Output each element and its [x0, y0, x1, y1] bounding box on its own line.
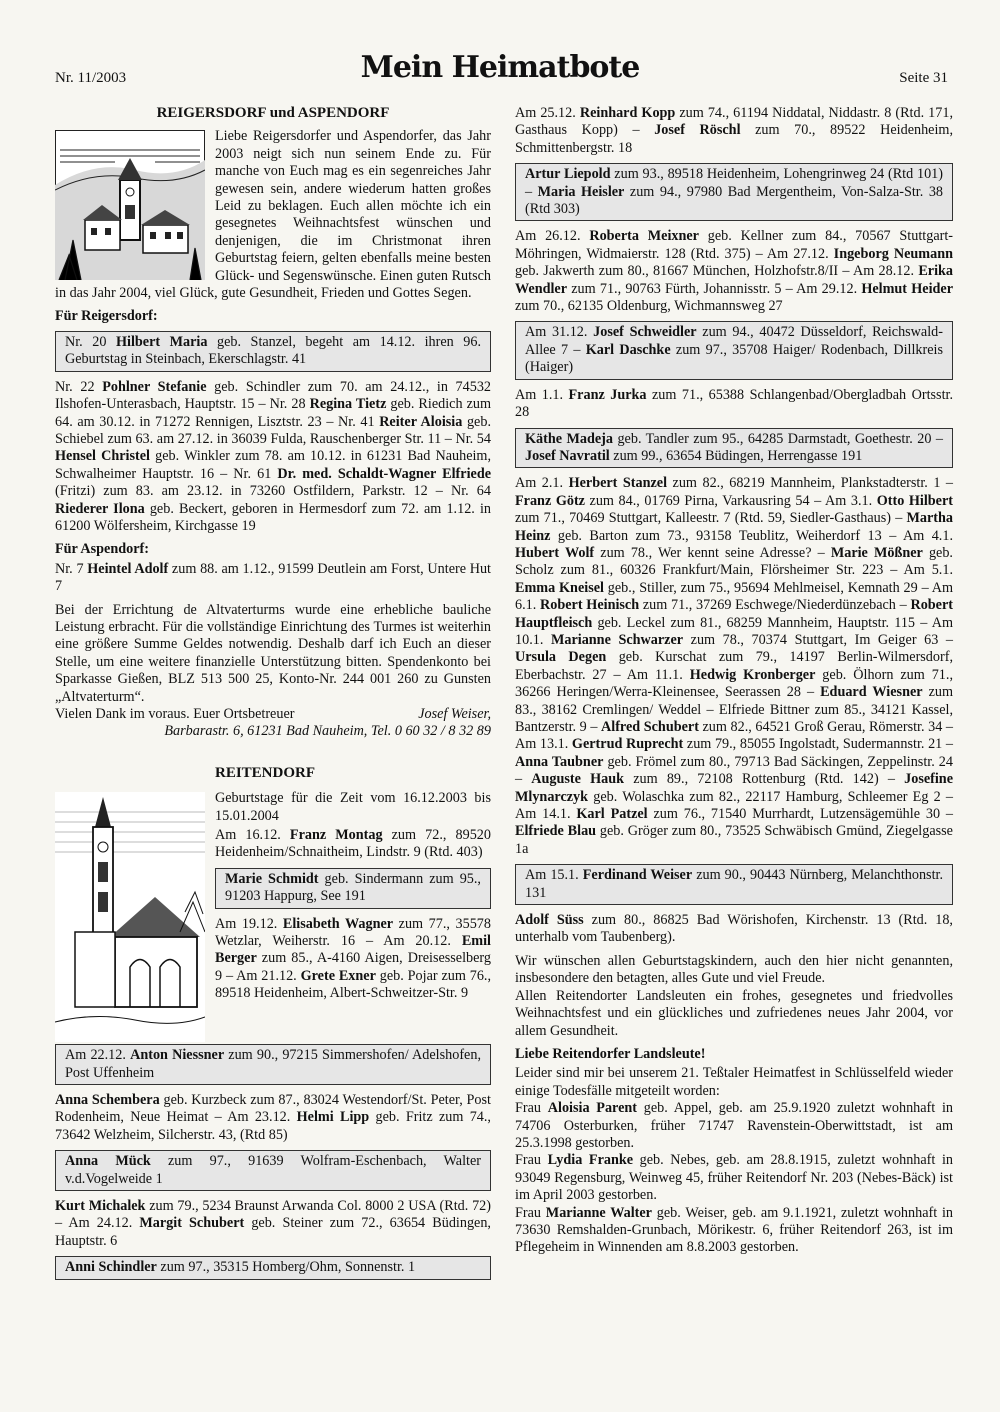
section-title-reitendorf: REITENDORF: [215, 764, 316, 781]
text-segment: geb. Stanzel, begeht am 14.12. ihren 96. Geburtstag in Steinbach, Ekerschlagstr. 41: [65, 333, 482, 368]
person-name: Lydia Franke: [547, 1152, 634, 1169]
highlight-box: [515, 321, 953, 379]
text-segment: zum 78., Wer kennt seine Adresse? –: [594, 544, 831, 561]
person-name: Anton Niessner: [130, 1047, 225, 1064]
highlight-box: [55, 1256, 491, 1279]
text-segment: geb. Beckert, geboren in Hermesdorf zum 72. am 1.12. in 61200 Wölfersheim, Kirchgasse 19: [55, 500, 491, 534]
obituary-3: [515, 1205, 953, 1257]
person-name: Franz Götz: [515, 492, 585, 509]
village-illustration: [55, 130, 205, 280]
text-segment: zum 74., 61194 Niddatal, Niddastr. 8 (Rtd. 171, Gasthaus Kopp) –: [515, 105, 953, 139]
birthday-list-right-2: [515, 228, 953, 315]
text-segment: zum 76., 71540 Murrhardt, Lutzensägemühle 30 –: [647, 806, 954, 823]
person-name: Hensel Christel: [55, 448, 150, 465]
person-name: Anna Mück: [65, 1153, 151, 1170]
person-name: Reiter Aloisia: [379, 413, 463, 430]
wishes-text-1: Wir wünschen allen Geburtstagskindern, auch den hier nicht genannten, insbesondere den betagten, alles Gute und viel Freude.: [515, 952, 953, 987]
text-segment: Am 16.12.: [215, 827, 290, 844]
text-segment: zum 89., 72108 Rottenburg (Rtd. 142) –: [624, 771, 905, 788]
highlight-box: [515, 864, 953, 905]
person-name: Hubert Wolf: [515, 544, 595, 561]
issue-number: Nr. 11/2003: [55, 70, 127, 86]
thanks-text: Vielen Dank im voraus. Euer Ortsbetreuer: [55, 706, 295, 722]
text-segment: geb. Fritz zum 74., 73642 Welzheim, Silcherstr. 43, (Rtd 85): [55, 1109, 491, 1143]
person-name: Elisabeth Wagner: [282, 915, 394, 932]
highlight-box: [55, 1150, 491, 1191]
person-name: Hedwig Kronberger: [689, 666, 816, 683]
subheading-reigersdorf: Für Reigersdorf:: [55, 308, 158, 325]
highlight-box: [515, 163, 953, 221]
person-name: Otto Hilbert: [876, 492, 953, 509]
person-name: Marie Mößner: [830, 544, 923, 561]
text-segment: zum 71., 90763 Fürth, Johannisstr. 5 – Am 29.12.: [567, 280, 862, 297]
text-segment: geb. Tandler zum 95., 64285 Darmstadt, Goethestr. 20 –: [613, 430, 943, 447]
text-segment: geb. Wolaschka zum 82., 22117 Hamburg, Schleemer Eg 2 – Am 14.1.: [515, 788, 953, 823]
text-segment: geb. Schindler zum 70. am 24.12., in 74532 Ilshofen-Unterasbach, Hauptstr. 15 – Nr. 28: [55, 378, 492, 413]
text-segment: Am 31.12.: [525, 324, 594, 341]
text-segment: geb. Ölhorn zum 71., 36266 Heringen/Werra-Kleinensee, Seerassen 28 –: [515, 666, 953, 701]
subheading-aspendorf: Für Aspendorf:: [55, 541, 149, 558]
text-segment: zum 78., 70374 Stuttgart, Im Geiger 63 –: [683, 631, 953, 648]
person-name: Marie Schmidt: [225, 870, 319, 887]
highlight-box: [55, 331, 491, 372]
text-segment: Frau: [515, 1204, 546, 1221]
person-name: Margit Schubert: [139, 1215, 245, 1232]
person-name: Ferdinand Weiser: [582, 867, 693, 884]
highlight-box: [55, 1044, 491, 1085]
person-name: Karl Daschke: [585, 341, 671, 358]
person-name: Eduard Wiesner: [820, 684, 923, 701]
text-segment: zum 90., 97215 Simmershofen/ Adelshofen, Post Uffenheim: [65, 1047, 481, 1081]
text-segment: zum 97., 91639 Wolfram-Eschenbach, Walter v.d.Vogelweide 1: [65, 1153, 481, 1187]
masthead: Mein Heimatbote: [360, 50, 640, 85]
text-segment: zum 99., 63654 Büdingen, Herrengasse 191: [609, 447, 863, 464]
wishes-text-2: Allen Reitendorter Landsleuten ein frohes, gesegnetes und friedvolles Weihnachtsfest und ein glückliches und zufriedenes neues Jahr 2004, vor allem Gesundheit.: [515, 987, 953, 1039]
church-illustration: [55, 792, 205, 1042]
text-segment: zum 82., 64521 Groß Gerau, Römerstr. 34 – Am 13.1.: [515, 719, 953, 753]
section-title-reigersdorf: REIGERSDORF und ASPENDORF: [156, 105, 390, 121]
text-segment: Nr. 20: [65, 333, 116, 350]
person-name: Alfred Schubert: [601, 719, 699, 735]
text-segment: zum 79., 85055 Ingolstadt, Sudermannstr. 21 –: [683, 736, 953, 753]
text-segment: Am 25.12.: [515, 105, 580, 121]
person-name: Kurt Michalek: [55, 1198, 146, 1215]
person-name: Robert Hauptfleisch: [515, 597, 954, 631]
person-name: Josefine Mlynarczyk: [515, 771, 953, 805]
birthday-list-aspendorf: [55, 561, 491, 596]
text-segment: geb. Gröger zum 80., 73525 Schwäbisch Gmünd, Ziegelgasse 1a: [515, 823, 953, 857]
text-segment: geb. Schiebel zum 63. am 27.12. in 36039 Fulda, Rauschenberger Str. 11 – Nr. 54: [55, 413, 491, 447]
person-name: Heintel Adolf: [87, 560, 169, 577]
person-name: Anna Taubner: [515, 753, 604, 770]
text-segment: Frau: [515, 1152, 548, 1169]
donation-text: Bei der Errichtung de Altvaterturms wurde eine erhebliche bauliche Leistung erbracht. Für die vollständige Einrichtung des Turmes ist weiterhin eine größere Summe Geldes notwendig. Deshalb darf ich Euch an dieser Stelle, um eine weitere finanzielle Unterstützung bitten. Spendenkonto bei Sparkasse Gießen, BLZ 513 500 25, Konto-Nr. 244 001 260 zu Gunsten „Altvaterturm“.: [55, 601, 491, 705]
text-segment: geb. Riedich zum 64. am 30.12. in 71272 Rennigen, Lisztstr. 23 – Nr. 41: [55, 396, 491, 430]
person-name: Josef Navratil: [525, 447, 610, 464]
person-name: Elfriede Blau: [515, 823, 597, 840]
person-name: Reinhard Kopp: [579, 105, 676, 121]
text-segment: zum 85., A-4160 Aigen, Dreisesselberg 9 – Am 21.12.: [215, 950, 491, 984]
person-name: Riederer Ilona: [55, 500, 145, 517]
text-segment: geb. Leckel zum 81., 68259 Mannheim, Hauptstr. 115 – Am 10.1.: [515, 614, 953, 648]
birthday-list-right-3: [515, 387, 953, 422]
text-segment: zum 79., 5234 Braunst Arwanda Col. 8000 2 USA (Rtd. 72) – Am 24.12.: [55, 1198, 491, 1232]
text-segment: Nr. 7: [55, 560, 88, 577]
person-name: Hilbert Maria: [115, 333, 208, 350]
person-name: Martha Heinz: [515, 510, 953, 544]
person-name: Helmi Lipp: [296, 1109, 370, 1126]
birthday-list-reitendorf-4: [55, 1198, 491, 1250]
person-name: Herbert Stanzel: [568, 475, 668, 492]
text-segment: Am 26.12.: [515, 228, 590, 245]
highlight-box: [215, 868, 491, 909]
text-segment: geb. Appel, geb. am 25.9.1920 zuletzt wohnhaft in 74706 Osterburken, früher 71747 Ravenstein-Oberwittstadt, ist am 25.3.1998 gestorben.: [515, 1100, 954, 1151]
text-segment: zum 72., 89520 Heidenheim/Schnaitheim, Lindstr. 9 (Rtd. 403): [215, 827, 491, 861]
birthday-list-reigersdorf: [55, 379, 491, 536]
subheading-liebe: Liebe Reitendorfer Landsleute!: [515, 1045, 706, 1062]
person-name: Robert Heinisch: [540, 597, 640, 614]
text-segment: zum 94., 40472 Düsseldorf, Reichswald-Allee 7 –: [525, 324, 943, 358]
text-segment: zum 93., 89518 Heidenheim, Lohengrinweg 24 (Rtd 101) –: [525, 166, 944, 200]
text-segment: zum 80., 86825 Bad Wörishofen, Kirchenstr. 13 (Rtd. 18, unterhalb vom Taubenberg).: [515, 912, 953, 946]
person-name: Josef Schweidler: [593, 324, 697, 341]
signature-address: Barbarastr. 6, 61231 Bad Nauheim, Tel. 0 60 32 / 8 32 89: [164, 723, 491, 740]
obituary-intro: Leider sind mir bei unserem 21. Teßtaler Heimatfest in Schlüsselfeld wieder einige Todesfälle mitgeteilt worden:: [515, 1065, 953, 1099]
person-name: Anni Schindler: [65, 1259, 157, 1276]
person-name: Emma Kneisel: [515, 579, 604, 596]
person-name: Gertrud Ruprecht: [571, 736, 684, 753]
person-name: Josef Röschl: [654, 122, 741, 139]
obituary-1: [515, 1100, 953, 1152]
text-segment: geb. Barton zum 73., 93158 Teublitz, Weiherdorf 13 – Am 4.1.: [550, 527, 953, 544]
birthday-list-right-4: [515, 475, 953, 858]
text-segment: Am 2.1.: [515, 475, 569, 492]
person-name: Regina Tietz: [309, 396, 387, 413]
person-name: Käthe Madeja: [525, 430, 613, 447]
text-segment: geb. Kurschat zum 79., 14197 Berlin-Wilmersdorf, Eberbachstr. 27 – Am 11.1.: [515, 649, 953, 683]
text-segment: geb. Pojar zum 76., 89518 Heidenheim, Albert-Schweitzer-Str. 9: [215, 967, 492, 1002]
birthday-list-reitendorf-3: [55, 1092, 491, 1144]
birthday-list-right-1: [515, 105, 953, 157]
text-segment: zum 70., 89522 Heidenheim, Schmittenbergstr. 18: [515, 122, 953, 156]
person-name: Marianne Walter: [545, 1204, 652, 1221]
text-segment: zum 90., 90443 Nürnberg, Melanchthonstr. 131: [525, 867, 944, 901]
person-name: Marianne Schwarzer: [550, 631, 684, 648]
text-segment: zum 97., 35708 Haiger/ Rodenbach, Dillkreis (Haiger): [525, 341, 943, 376]
page-number: Seite 31: [899, 70, 948, 86]
person-name: Aloisia Parent: [547, 1100, 638, 1117]
person-name: Artur Liepold: [525, 166, 611, 183]
text-segment: zum 71., 65388 Schlangenbad/Obergladbah Ortsstr. 28: [515, 386, 953, 421]
text-segment: geb. Jakwerth zum 80., 81667 München, Holzhofstr.8/II – Am 28.12.: [515, 263, 919, 280]
text-segment: geb., Stiller, zum 75., 95694 Mehlmeisel, Kemnath 29 – Am 6.1.: [515, 579, 953, 614]
text-segment: zum 70., 62135 Oldenburg, Wichmannsweg 27: [515, 298, 783, 315]
text-segment: Am 15.1.: [525, 867, 583, 884]
intro-text: Liebe Reigersdorfer und Aspendorfer, das Jahr 2003 neigt sich nun seinem Ende zu. Für manche von Euch mag es ein segenreiches Jahr gewesen sein, andere wiederum hatten großes Leid zu beklagen. Euch allen möchte ich ein gesegnetes Weihnachtsfest wünschen und denjenigen, die im Christmonat ihren Geburtstag feiern, gelten ebenfalls meine besten Glück- und Segenswünsche. Einen guten Rutsch in das Jahr 2004, viel Glück, gute Gesundheit, Frieden und Gottes Segen.: [55, 128, 491, 302]
text-segment: Am 22.12.: [65, 1047, 131, 1064]
text-segment: geb. Steiner zum 72., 63654 Büdingen, Hauptstr. 6: [55, 1215, 491, 1249]
right-column: [515, 105, 953, 1257]
text-segment: geb. Kellner zum 84., 70567 Stuttgart-Möhringen, Widmaierstr. 128 (Rtd. 375) – Am 27.12.: [515, 228, 954, 262]
text-segment: Frau: [515, 1100, 548, 1117]
text-segment: (Fritzi) zum 83. am 23.12. in 73260 Ostfildern, Parkstr. 12 – Nr. 64: [55, 483, 491, 500]
person-name: Ursula Degen: [515, 649, 607, 666]
left-column: [55, 105, 491, 1287]
highlight-box: [515, 428, 953, 469]
text-segment: geb. Scholz zum 81., 60326 Frankfurt/Main, Flörsheimer Str. 223 – Am 5.1.: [515, 544, 953, 579]
text-segment: zum 77., 35578 Wetzlar, Weiherstr. 16 – Am 20.12.: [215, 915, 491, 950]
person-name: Adolf Süss: [515, 912, 584, 929]
person-name: Franz Jurka: [568, 386, 647, 403]
person-name: Karl Patzel: [576, 806, 648, 823]
person-name: Ingeborg Neumann: [833, 245, 953, 262]
signature-line: [55, 706, 491, 723]
text-segment: zum 88. am 1.12., 91599 Deutlein am Forst, Untere Hut 7: [55, 560, 492, 595]
person-name: Maria Heisler: [537, 183, 625, 200]
person-name: Pohlner Stefanie: [102, 378, 207, 395]
text-segment: geb. Kurzbeck zum 87., 83024 Westendorf/St. Peter, Post Rodenheim, Neue Heimat – Am 23.12.: [55, 1092, 491, 1126]
birthday-list-right-5: [515, 912, 953, 947]
text-segment: zum 71., 37269 Eschwege/Niederdünzebach –: [639, 597, 911, 614]
text-segment: geb. Nebes, geb. am 28.8.1915, zuletzt wohnhaft in 93049 Regensburg, Weinweg 45, früher Reitendorf Nr. 203 (Nebes-Bäck) ist im April 2003 gestorben.: [515, 1152, 953, 1204]
text-segment: zum 97., 35315 Homberg/Ohm, Sonnenstr. 1: [156, 1259, 416, 1276]
reitendorf-intro: Geburtstage für die Zeit vom 16.12.2003 bis 15.01.2004: [215, 790, 491, 824]
text-segment: zum 94., 97980 Bad Mergentheim, Von-Salza-Str. 38 (Rtd 303): [525, 183, 944, 218]
text-segment: geb. Sindermann zum 95., 91203 Happurg, See 191: [225, 870, 481, 905]
text-segment: Am 19.12.: [215, 915, 283, 932]
text-segment: zum 82., 68219 Mannheim, Plankstadterstr. 1 –: [667, 475, 953, 492]
person-name: Franz Montag: [289, 827, 383, 844]
text-segment: Am 1.1.: [515, 386, 569, 403]
person-name: Helmut Heider: [861, 280, 954, 297]
text-segment: geb. Weiser, geb. am 9.1.1921, zuletzt wohnhaft in 73630 Remshalden-Grunbach, Mörikestr. 6, früher Reitendorf 263, ist im Pflegeheim in Winnenden am 8.8.2003 gestorben.: [515, 1204, 953, 1256]
text-segment: Nr. 22: [55, 378, 103, 395]
signature-name: Josef Weiser,: [418, 706, 491, 722]
person-name: Grete Exner: [300, 967, 376, 984]
person-name: Anna Schembera: [55, 1092, 160, 1109]
person-name: Roberta Meixner: [589, 228, 699, 245]
person-name: Erika Wendler: [515, 263, 953, 297]
text-segment: zum 71., 70469 Stuttgart, Kalleestr. 7 (Rtd. 59, Siedler-Gasthaus) –: [515, 510, 907, 527]
obituary-2: [515, 1152, 953, 1204]
text-segment: geb. Winkler zum 78. am 10.12. in 61231 Bad Nauheim, Schwalheimer Hauptstr. 16 – Nr. 61: [55, 448, 492, 482]
text-segment: geb. Frömel zum 80., 79713 Bad Säckingen, Zeppelinstr. 24 –: [515, 753, 953, 788]
person-name: Emil Berger: [215, 933, 491, 967]
text-segment: zum 83., 38162 Cremlingen/ Weddel – Elfriede Bittner zum 85., 34121 Kassel, Bantzerstr. 9 –: [515, 684, 954, 735]
person-name: Dr. med. Schaldt-Wagner Elfriede: [277, 465, 492, 482]
person-name: Auguste Hauk: [531, 771, 625, 788]
text-segment: zum 84., 01769 Pirna, Varkausring 54 – Am 3.1.: [584, 492, 877, 509]
